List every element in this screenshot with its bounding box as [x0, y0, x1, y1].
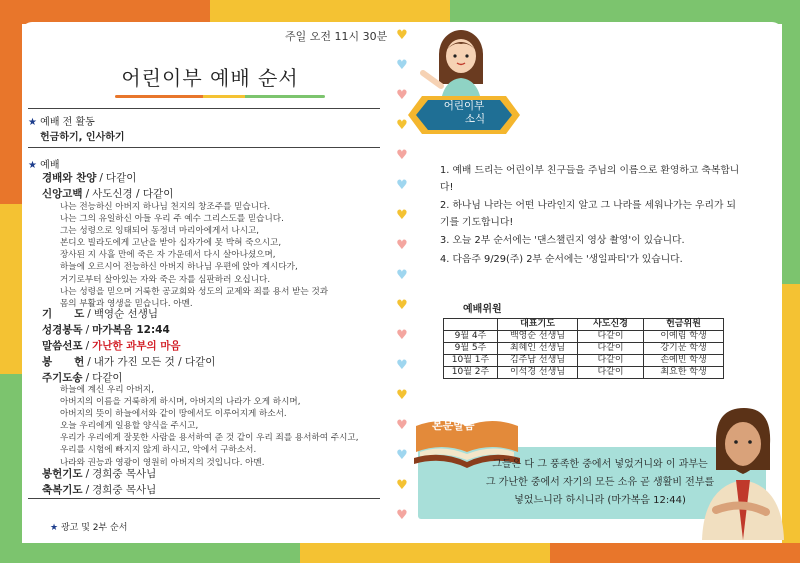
news-badge-label: 어린이부 소식 — [443, 100, 486, 125]
service-time: 주일 오전 11시 30분 — [285, 30, 388, 43]
table-cell: 10월 1주 — [444, 355, 498, 367]
table-header-row — [444, 319, 724, 331]
table-header — [444, 319, 498, 331]
table-header: 대표기도 — [498, 319, 578, 331]
table-header: 헌금위원 — [644, 319, 724, 331]
creed-text: 나는 전능하신 아버지 하나님 천지의 창조주를 믿습니다. 나는 그의 유일하신 아들 우리 주 예수 그리스도를 믿습니다. 그는 성령으로 잉태되어 동정녀 마리아에게서 나시고, 본디오 빌라도에게 고난을 받아 십자가에 못 박혀 죽으시고, 장사된 지 사흘 만에 죽은 자 가운데서 다시 살아나셨으며, 하늘에 오르시어 전능하신 아버지 하나님 우편에 앉아 계시다가, 거기로부터 살아있는 자와 죽은 자를 심판하러 오십니다. 나는 성령을 믿으며 거룩한 공교회와 성도의 교제와 죄를 용서 받는 것과 몸의 부활과 영생을 믿습니다. 아멘. — [60, 202, 329, 309]
footer-note: ★ 광고 및 2부 순서 — [50, 523, 128, 533]
table-cell: 최요한 학생 — [644, 367, 724, 379]
jesus-illustration — [696, 400, 786, 540]
table-cell: 김주남 선생님 — [498, 355, 578, 367]
committee-title: 예배위원 — [463, 304, 502, 315]
heart-icon: ♥ — [396, 58, 408, 73]
order-lords-prayer: 주기도송 / 다같이 — [42, 372, 123, 384]
star-icon: ★ — [28, 117, 37, 128]
pre-worship-item: 헌금하기, 인사하기 — [40, 132, 125, 143]
lords-prayer-text: 하늘에 계신 우리 아버지, 아버지의 이름을 거룩하게 하시며, 아버지의 나라가 오게 하시며, 아버지의 뜻이 하늘에서와 같이 땅에서도 이루어지게 하소서. 오늘 우리에게 일용할 양식을 주시고, 우리가 우리에게 잘못한 사람을 용서하여 준 것 같이 우리 죄를 용서하여 주시고, 우리를 시험에 빠지지 않게 하시고, 악에서 구하소서. 나라와 권능과 영광이 영원히 아버지의 것입니다. 아멘. — [60, 385, 359, 468]
heart-icon: ♥ — [396, 238, 408, 253]
table-cell: 다같이 — [578, 367, 644, 379]
committee-table — [443, 318, 724, 379]
pre-worship-heading: ★ 예배 전 활동 — [28, 117, 95, 128]
order-sermon: 말씀선포 / 가난한 과부의 마음 — [42, 340, 181, 352]
title-underline — [115, 95, 325, 98]
table-header: 사도신경 — [578, 319, 644, 331]
heart-icon: ♥ — [396, 208, 408, 223]
star-icon: ★ — [50, 523, 59, 533]
order-prayer: 기 도 / 백영순 선생님 — [42, 308, 158, 320]
order-creed: 신앙고백 / 사도신경 / 다같이 — [42, 188, 174, 200]
left-border — [0, 24, 22, 543]
table-cell: 9월 5주 — [444, 343, 498, 355]
table-cell: 10월 2주 — [444, 367, 498, 379]
heart-icon: ♥ — [396, 268, 408, 283]
table-cell: 다같이 — [578, 331, 644, 343]
news-item: 2. 하나님 나라는 어떤 나라인지 알고 그 나라를 세워나가는 우리가 되기를 기도합니다! — [440, 200, 737, 228]
order-praise: 경배와 찬양 / 다같이 — [42, 172, 137, 184]
table-cell: 다같이 — [578, 355, 644, 367]
table-cell: 백영순 선생님 — [498, 331, 578, 343]
heart-icon: ♥ — [396, 328, 408, 343]
heart-icon: ♥ — [396, 148, 408, 163]
bottom-border — [0, 543, 800, 563]
table-cell: 최혜인 선생님 — [498, 343, 578, 355]
divider — [28, 147, 380, 148]
heart-icon: ♥ — [396, 88, 408, 103]
order-offering-prayer: 봉헌기도 / 경희중 목사님 — [42, 468, 157, 480]
heart-icon: ♥ — [396, 448, 408, 463]
news-list — [440, 163, 740, 270]
star-icon: ★ — [28, 160, 37, 171]
heart-icon: ♥ — [396, 118, 408, 133]
news-item: 3. 오늘 2부 순서에는 '댄스챌린지 영상 촬영'이 있습니다. — [440, 235, 685, 246]
heart-icon: ♥ — [396, 508, 408, 523]
table-row — [444, 367, 724, 379]
table-cell: 다같이 — [578, 343, 644, 355]
divider — [28, 498, 380, 499]
verse-label: 본문말씀 — [432, 419, 475, 432]
table-cell: 강기문 학생 — [644, 343, 724, 355]
heart-icon: ♥ — [396, 478, 408, 493]
order-offering: 봉 헌 / 내가 가진 모든 것 / 다같이 — [42, 356, 216, 368]
table-cell: 9월 4주 — [444, 331, 498, 343]
news-item: 1. 예배 드리는 어린이부 친구들을 주님의 이름으로 환영하고 축복합니다! — [440, 165, 740, 193]
page-title: 어린이부 예배 순서 — [121, 66, 299, 90]
order-reading: 성경봉독 / 마가복음 12:44 — [42, 324, 170, 336]
table-row — [444, 343, 724, 355]
heart-icon: ♥ — [396, 28, 408, 43]
worship-heading: ★ 예배 — [28, 160, 60, 171]
table-row — [444, 331, 724, 343]
heart-icon: ♥ — [396, 178, 408, 193]
order-benediction: 축복기도 / 경희중 목사님 — [42, 484, 157, 496]
news-item: 4. 다음주 9/29(주) 2부 순서에는 '생일파티'가 있습니다. — [440, 253, 683, 265]
divider — [28, 108, 380, 109]
heart-icon: ♥ — [396, 388, 408, 403]
top-border — [0, 0, 800, 24]
table-cell: 이예림 학생 — [644, 331, 724, 343]
table-row — [444, 355, 724, 367]
heart-icon: ♥ — [396, 358, 408, 373]
verse-text: 그들은 다 그 풍족한 중에서 넣었거니와 이 과부는 그 가난한 중에서 자기의 모든 소유 곧 생활비 전부를 넣었느니라 하시니라 (마가복음 12:44) — [485, 459, 715, 506]
heart-icon: ♥ — [396, 298, 408, 313]
table-cell: 손예빈 학생 — [644, 355, 724, 367]
heart-icon: ♥ — [396, 418, 408, 433]
table-cell: 이석경 선생님 — [498, 367, 578, 379]
